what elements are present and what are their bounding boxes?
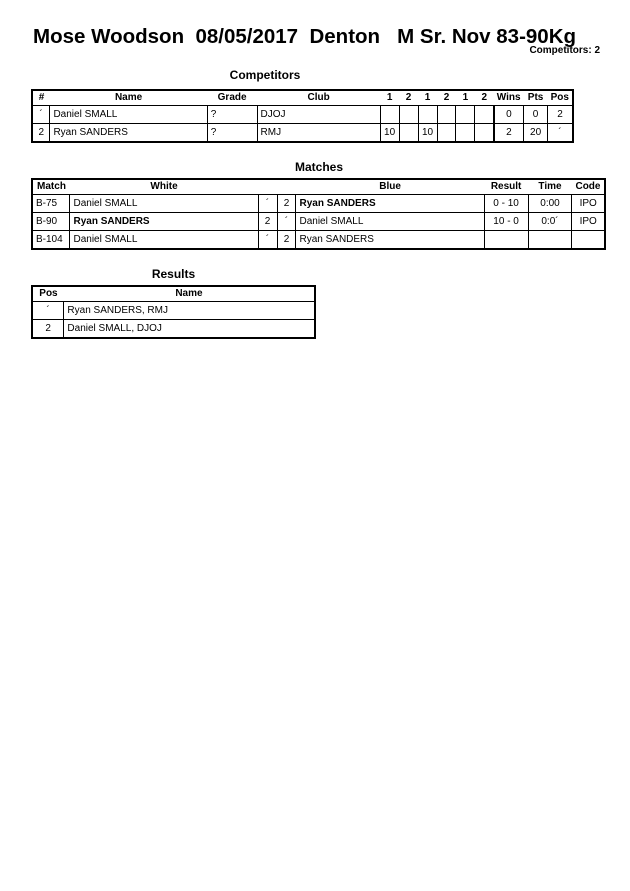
- score-cell: 10: [418, 124, 437, 143]
- col-header: Match: [32, 179, 70, 195]
- col-header: Wins: [494, 90, 524, 106]
- col-header: 2: [399, 90, 418, 106]
- score-cell: [437, 106, 456, 124]
- score-cell: [456, 106, 475, 124]
- table-row: [32, 231, 605, 250]
- col-header: Blue: [296, 179, 484, 195]
- match-code: IPO: [572, 195, 605, 213]
- results-table: [31, 285, 316, 339]
- match-id: B-90: [32, 213, 70, 231]
- match-result: 0 - 10: [484, 195, 528, 213]
- white-score: ´: [258, 195, 277, 213]
- col-header: Name: [64, 286, 315, 302]
- col-header: Grade: [207, 90, 257, 106]
- col-header: 1: [418, 90, 437, 106]
- competitors-table: [31, 89, 574, 143]
- match-time: 0:0´: [528, 213, 572, 231]
- competitors-header-row: [32, 90, 573, 106]
- col-header: 2: [475, 90, 494, 106]
- white-score: ´: [258, 231, 277, 250]
- results-section-title: Results: [151, 267, 196, 281]
- col-header: Code: [572, 179, 605, 195]
- white-player: Daniel SMALL: [70, 231, 258, 250]
- col-header: Pos: [548, 90, 573, 106]
- score-cell: [475, 106, 494, 124]
- score-cell: [475, 124, 494, 143]
- competitor-club: RMJ: [257, 124, 380, 143]
- score-cell: 10: [380, 124, 399, 143]
- competitor-wins: 2: [494, 124, 524, 143]
- col-header: Club: [257, 90, 380, 106]
- white-score: 2: [258, 213, 277, 231]
- match-result: [484, 231, 528, 250]
- page-title: Mose Woodson 08/05/2017 Denton M Sr. Nov 83-90Kg: [33, 25, 577, 48]
- blue-player: Ryan SANDERS: [296, 195, 484, 213]
- result-position: ´: [32, 302, 64, 320]
- match-code: IPO: [572, 213, 605, 231]
- col-header: [277, 179, 296, 195]
- result-name: Ryan SANDERS, RMJ: [64, 302, 315, 320]
- results-header-row: [32, 286, 315, 302]
- score-cell: [437, 124, 456, 143]
- blue-score: 2: [277, 231, 296, 250]
- col-header: Pos: [32, 286, 64, 302]
- competitor-position: ´: [548, 124, 573, 143]
- col-header: Name: [50, 90, 207, 106]
- match-id: B-75: [32, 195, 70, 213]
- score-cell: [399, 106, 418, 124]
- col-header: Time: [528, 179, 572, 195]
- match-time: 0:00: [528, 195, 572, 213]
- blue-score: ´: [277, 213, 296, 231]
- table-row: [32, 195, 605, 213]
- col-header: [258, 179, 277, 195]
- score-cell: [380, 106, 399, 124]
- result-position: 2: [32, 320, 64, 339]
- competitor-wins: 0: [494, 106, 524, 124]
- matches-table: [31, 178, 606, 250]
- col-header: White: [70, 179, 258, 195]
- blue-score: 2: [277, 195, 296, 213]
- competitor-name: Daniel SMALL: [50, 106, 207, 124]
- white-player: Ryan SANDERS: [70, 213, 258, 231]
- score-cell: [456, 124, 475, 143]
- score-cell: [418, 106, 437, 124]
- competitor-points: 0: [524, 106, 548, 124]
- table-row: [32, 106, 573, 124]
- competitor-number: 2: [32, 124, 50, 143]
- col-header: #: [32, 90, 50, 106]
- match-code: [572, 231, 605, 250]
- competitor-points: 20: [524, 124, 548, 143]
- competitor-number: ´: [32, 106, 50, 124]
- result-name: Daniel SMALL, DJOJ: [64, 320, 315, 339]
- match-id: B-104: [32, 231, 70, 250]
- matches-header-row: [32, 179, 605, 195]
- white-player: Daniel SMALL: [70, 195, 258, 213]
- table-row: [32, 213, 605, 231]
- competitor-grade: ?: [207, 106, 257, 124]
- competitors-section-title: Competitors: [229, 68, 301, 82]
- table-row: [32, 124, 573, 143]
- blue-player: Daniel SMALL: [296, 213, 484, 231]
- col-header: Result: [484, 179, 528, 195]
- col-header: 2: [437, 90, 456, 106]
- match-result: 10 - 0: [484, 213, 528, 231]
- competitors-count: Competitors: 2: [529, 45, 600, 56]
- competitor-position: 2: [548, 106, 573, 124]
- competitor-grade: ?: [207, 124, 257, 143]
- match-time: [528, 231, 572, 250]
- col-header: 1: [380, 90, 399, 106]
- competitor-club: DJOJ: [257, 106, 380, 124]
- col-header: Pts: [524, 90, 548, 106]
- col-header: 1: [456, 90, 475, 106]
- table-row: [32, 320, 315, 339]
- competitor-name: Ryan SANDERS: [50, 124, 207, 143]
- matches-section-title: Matches: [294, 160, 344, 174]
- table-row: [32, 302, 315, 320]
- score-cell: [399, 124, 418, 143]
- blue-player: Ryan SANDERS: [296, 231, 484, 250]
